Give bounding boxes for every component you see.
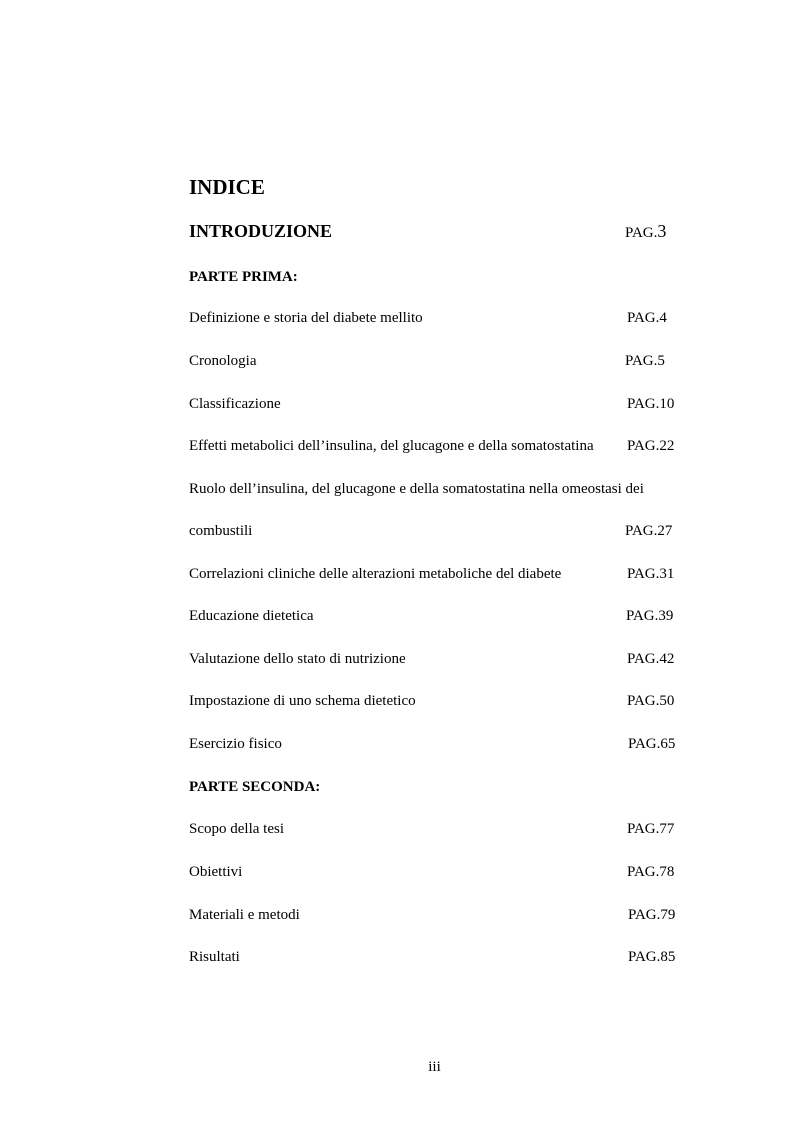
toc-entry-page: PAG.22 bbox=[627, 438, 675, 454]
toc-entry-title: Esercizio fisico bbox=[189, 736, 282, 752]
toc-entry-title: Classificazione bbox=[189, 396, 281, 412]
toc-entry-title: Cronologia bbox=[189, 353, 257, 369]
toc-entry-page: PAG.39 bbox=[626, 608, 674, 624]
toc-entry-page: PAG.5 bbox=[625, 353, 665, 369]
toc-entry-page: PAG.42 bbox=[627, 651, 675, 667]
toc-entry-title: Educazione dietetica bbox=[189, 608, 314, 624]
toc-entry-page: PAG.50 bbox=[627, 693, 675, 709]
toc-entry-title: Correlazioni cliniche delle alterazioni metaboliche del diabete bbox=[189, 566, 562, 582]
toc-entry-title: combustili bbox=[189, 523, 253, 539]
toc-entry-page: PAG.10 bbox=[627, 396, 675, 412]
toc-entry-page: PAG.78 bbox=[627, 864, 675, 880]
toc-entry-page: PAG.77 bbox=[627, 821, 675, 837]
toc-entry-title: Ruolo dell’insulina, del glucagone e della somatostatina nella omeostasi dei bbox=[189, 481, 644, 497]
toc-entry-page: PAG.31 bbox=[627, 566, 675, 582]
toc-entry-title: Impostazione di uno schema dietetico bbox=[189, 693, 416, 709]
toc-entry-title: Definizione e storia del diabete mellito bbox=[189, 310, 423, 326]
page-number: iii bbox=[428, 1059, 441, 1075]
toc-entry-page: PAG.4 bbox=[627, 310, 667, 326]
toc-entry-page: PAG.79 bbox=[628, 907, 676, 923]
toc-entry-page: PAG.27 bbox=[625, 523, 673, 539]
toc-entry-page: PAG.85 bbox=[628, 949, 676, 965]
toc-entry-title: Effetti metabolici dell’insulina, del glucagone e della somatostatina bbox=[189, 438, 594, 454]
toc-entry-page bbox=[625, 221, 666, 243]
toc-entry-page-prefix: PAG. bbox=[625, 225, 658, 241]
section-heading-part-one: PARTE PRIMA: bbox=[189, 269, 298, 285]
toc-entry-page-number: 3 bbox=[657, 221, 667, 241]
toc-entry-title: Materiali e metodi bbox=[189, 907, 300, 923]
toc-entry-page: PAG.65 bbox=[628, 736, 676, 752]
section-heading-part-two: PARTE SECONDA: bbox=[189, 779, 321, 795]
toc-entry-title: Obiettivi bbox=[189, 864, 243, 880]
toc-entry-title: Scopo della tesi bbox=[189, 821, 284, 837]
toc-entry-title: Valutazione dello stato di nutrizione bbox=[189, 651, 406, 667]
page-title: INDICE bbox=[189, 175, 265, 199]
toc-entry-title: Risultati bbox=[189, 949, 240, 965]
toc-entry-title: INTRODUZIONE bbox=[189, 221, 333, 241]
